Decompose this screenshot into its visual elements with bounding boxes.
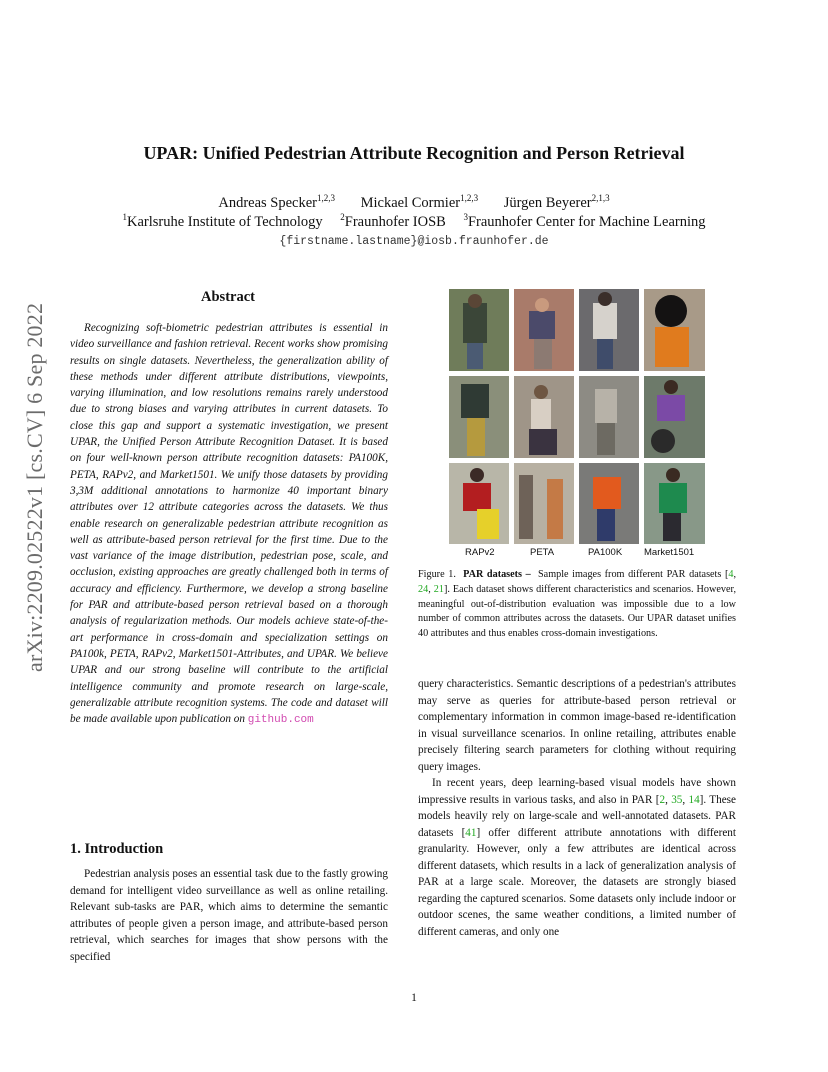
figure-caption: Figure 1. PAR datasets – Sample images from different PAR datasets [4, 24, 21]. Each dataset shows different characteristics and scenarios. However, meaningful out-of-distribution evaluation was impossible due to a low number of common attributes across the datasets. Our UPAR dataset unifies 40 attributes and thus enables cross-domain investigations.: [418, 569, 737, 640]
sample-rapv2-2: [449, 376, 509, 458]
citation-link[interactable]: 21: [433, 583, 444, 595]
author-3: Jürgen Beyerer$^{2,1,3}$: [503, 193, 610, 211]
paragraph-query: query characteristics. Semantic descriptions of a pedestrian's attributes may serve as queries for attribute-based person retrieval or complementary information in common image-based re-identification in visual surveillance scenarios. In online retailing, attributes enable precisely filtering search parameters for clothing without requiring query images.: [418, 678, 736, 773]
sample-market1501-2: [644, 376, 705, 458]
sample-peta-2: [514, 376, 574, 458]
citation-link[interactable]: 35: [671, 793, 683, 806]
abstract-body: Recognizing soft-biometric pedestrian attributes is essential in video surveillance and fashion retrieval. Recent works show promising results on single datasets. Nevertheless, the generalization ability of these methods under different attribute distributions, viewpoints, varying illumination, and low resolutions remains rarely understood due to strong biases and varying attributes in current datasets. To close this gap and support a systematic investigation, we present UPAR, the Unified Person Attribute Recognition Dataset. It is based on four well-known person attribute recognition datasets: PA100K, PETA, RAPv2, and Market1501. We unify those datasets by providing 3,3M additional annotations to harmonize 40 important binary attributes over 12 attribute categories across the datasets. We thus enable research on generalizable pedestrian attribute recognition as well as attribute-based person retrieval for the first time. Due to the vast variance of the image distribution, pedestrian pose, scale, and occlusion, existing approaches are greatly challenged both in terms of accuracy and efficiency. Furthermore, we develop a strong baseline for PAR and attribute-based person retrieval based on a thorough analysis of regularization methods. Our models achieve state-of-the-art performance in cross-domain and specialization settings on PA100k, PETA, RAPv2, Market1501-Attributes, and UPAR. We believe UPAR and our strong baseline will contribute to the artificial intelligence community and promote research on large-scale, generalizable attribute recognition systems. The code and dataset will be made available upon publication on github.com: [70, 322, 388, 727]
citation-link[interactable]: 2: [659, 793, 666, 806]
citation-link[interactable]: 41: [465, 826, 477, 839]
paper-title: UPAR: Unified Pedestrian Attribute Recognition and Person Retrieval: [143, 143, 685, 163]
sample-rapv2-3: [449, 463, 509, 544]
author-1: Andreas Specker$^{1,2,3}$: [218, 193, 335, 211]
label-pa100k: PA100K: [588, 547, 623, 558]
author-email: {firstname.lastname}@iosb.fraunhofer.de: [279, 235, 549, 248]
sample-rapv2-1: [449, 289, 509, 371]
affiliation-list: [0, 214, 828, 231]
citation-link[interactable]: 14: [688, 793, 700, 806]
affiliation-1: $^1$Karlsruhe Institute of Technology: [122, 212, 323, 230]
author-list: [0, 195, 828, 212]
author-2: Mickael Cormier$^{1,2,3}$: [360, 193, 479, 211]
intro-body: Pedestrian analysis poses an essential task due to the fastly growing demand for intelligent video surveillance as well as online retailing. Relevant sub-tasks are PAR, which aims to determine the semantic attributes of people given a person image, and attribute-based person retrieval, which searches for images that show persons with the specified: [70, 868, 388, 963]
citation-link[interactable]: 4: [728, 569, 734, 580]
label-peta: PETA: [530, 547, 555, 558]
sample-pa100k-1: [579, 289, 639, 371]
intro-heading: 1. Introduction: [70, 841, 164, 857]
arxiv-stamp: arXiv:2209.02522v1 [cs.CV] 6 Sep 2022: [22, 302, 47, 672]
sample-peta-1: [514, 289, 574, 371]
label-market1501: Market1501: [644, 547, 695, 558]
sample-pa100k-3: [579, 463, 639, 544]
sample-market1501-1: [644, 289, 705, 371]
affiliation-3: $^3$Fraunhofer Center for Machine Learning: [463, 212, 706, 230]
sample-image-grid: [449, 289, 705, 544]
affiliation-2: $^2$Fraunhofer IOSB: [340, 212, 446, 230]
paragraph-deep-learning: In recent years, deep learning-based visual models have shown impressive results in various tasks, and also in PAR [2, 35, 14]. These models heavily rely on large-scale and well-annotated datasets. PAR datasets [41] offer different attribute annotations with different granularity. However, only a few attributes are identical across different datasets, which results in a lack of generalization analysis of PAR at a large scale. Moreover, the datasets are strongly biased regarding the captured scenarios. Some datasets only include indoor or outdoor scenes, the same weather conditions, a limited number of different cameras, and only one: [418, 777, 737, 938]
sample-pa100k-2: [579, 376, 639, 458]
page-number: 1: [411, 992, 417, 1004]
citation-link[interactable]: 24: [418, 583, 429, 595]
sample-market1501-3: [644, 463, 705, 544]
sample-peta-3: [514, 463, 574, 544]
right-column-body: [418, 676, 736, 940]
github-link[interactable]: github.com: [247, 714, 314, 727]
label-rapv2: RAPv2: [465, 547, 495, 558]
abstract-heading: Abstract: [201, 289, 255, 305]
sample-images: [449, 289, 705, 544]
